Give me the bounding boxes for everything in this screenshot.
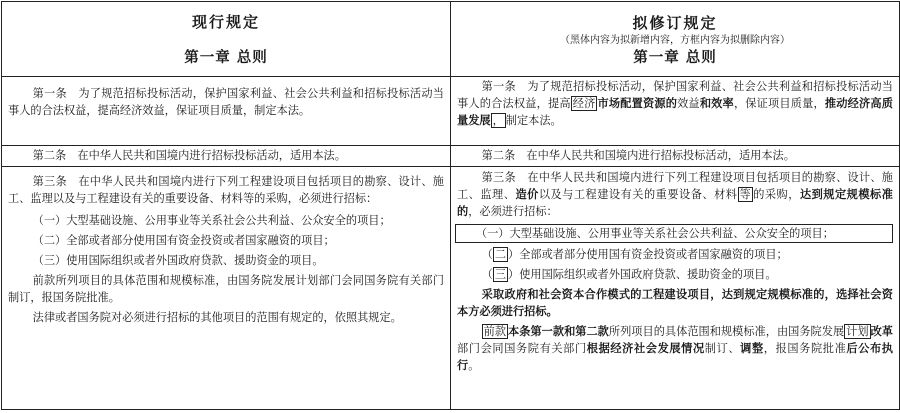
added-text: 本条第一款和第二款 (508, 325, 609, 338)
right-article-3-item-1 (457, 224, 893, 243)
right-header-cell (451, 2, 900, 77)
text-span: 效益 (677, 97, 700, 110)
right-article-2-cell (451, 146, 900, 167)
text-span: 第三条 在中华人民共和国境内进行下列工程建设项目包括项目的勘察、设计、施工、监理、 (457, 171, 893, 201)
text-span: 第一条 为了规范招标投标活动，保护国家利益、社会公共利益和招标投标活动当事人的合法权益，提高 (457, 80, 893, 110)
left-header-cell (2, 2, 451, 77)
right-article-3-cell (451, 167, 900, 410)
added-text: 和效率 (699, 97, 734, 110)
text-span: ）使用国际组织或者外国政府贷款、援助资金的项目。 (508, 268, 777, 281)
left-article-1-cell (2, 77, 451, 146)
deleted-text: 三 (494, 268, 507, 281)
left-header-title: 现行规定 (191, 13, 260, 31)
right-header-note: （黑体内容为拟新增内容，方框内容为拟删除内容） (560, 34, 790, 46)
added-text: 改革 (870, 325, 893, 338)
deleted-text: （一）大型基础设施、公用事业等关系社会公共利益、公众安全的项目； (455, 224, 893, 243)
right-article-3-item-2 (457, 246, 893, 263)
right-article-3-item-3 (457, 266, 893, 283)
right-article-1 (457, 78, 893, 129)
left-article-2-cell (2, 146, 451, 167)
text-span: 。 (468, 359, 480, 372)
right-header-title: 拟修订规定 (632, 13, 718, 32)
text-span: 的采购， (753, 188, 800, 201)
text-span: 以及与工程建设有关的重要设备、材料 (538, 188, 738, 201)
right-article-3-para-2 (457, 323, 893, 374)
left-chapter-title: 第一章 总则 (184, 50, 268, 66)
left-article-3-item-3: （三）使用国际组织或者外国政府贷款、援助资金的项目。 (32, 254, 324, 267)
text-span: 部门会同国务院有关部门 (457, 342, 587, 355)
right-article-3-intro (457, 169, 893, 220)
text-span: 制定本法。 (505, 114, 562, 127)
left-article-3-para-3: 法律或者国务院对必须进行招标的其他项目的范围有规定的，依照其规定。 (32, 311, 402, 324)
text-span: （ (481, 268, 493, 281)
text-span: ，报国务院批准 (763, 342, 847, 355)
text-span: ）全部或者部分使用国有资金投资或者国家融资的项目； (508, 248, 788, 261)
left-article-3-cell (2, 167, 451, 410)
comparison-table (1, 1, 900, 410)
added-text: 根据经济社会发展情况 (586, 342, 705, 355)
right-article-1-cell (451, 77, 900, 146)
header-row (2, 2, 900, 77)
article-2-row (2, 146, 900, 167)
added-text: 采取政府和社会资本合作模式的工程建设项目，达到规定规模标准的，选择社会资本方必须进行招标。 (457, 288, 893, 318)
deleted-text: 等 (739, 188, 752, 201)
deleted-text: ， (492, 114, 504, 127)
added-text: 市场配置资源的 (597, 97, 678, 110)
left-article-3-item-2: （二）全部或者部分使用国有资金投资或者国家融资的项目； (32, 234, 335, 247)
added-text: 造价 (515, 188, 539, 201)
deleted-text: 前款 (483, 325, 507, 338)
left-article-3-item-1: （一）大型基础设施、公用事业等关系社会公共利益、公众安全的项目； (32, 214, 391, 227)
article-3-row (2, 167, 900, 410)
article-1-row (2, 77, 900, 146)
text-span: 制订、 (704, 342, 741, 355)
text-span: ，必须进行招标： (468, 205, 558, 218)
left-article-2: 第二条 在中华人民共和国境内进行招标投标活动，适用本法。 (32, 149, 346, 162)
text-span: （ (481, 248, 493, 261)
text-span: 所列项目的具体范围和规模标准，由国务院发展 (608, 325, 845, 338)
text-span: ，保证项目质量， (733, 97, 825, 110)
deleted-text: 计划 (846, 325, 869, 338)
left-article-3-intro: 第三条 在中华人民共和国境内进行下列工程建设项目包括项目的勘察、设计、施工、监理以及与工程建设有关的重要设备、材料等的采购，必须进行招标： (8, 175, 444, 205)
deleted-text: 经济 (572, 97, 596, 110)
left-article-3-para-2: 前款所列项目的具体范围和规模标准，由国务院发展计划部门会同国务院有关部门制订，报国务院批准。 (8, 274, 444, 304)
added-text: 推动经济高质量发展 (457, 97, 893, 127)
right-chapter-title: 第一章 总则 (633, 49, 717, 66)
right-article-2: 第二条 在中华人民共和国境内进行招标投标活动，适用本法。 (481, 149, 795, 162)
added-text: 后公布执行 (457, 342, 893, 372)
left-article-1: 第一条 为了规范招标投标活动，保护国家利益、社会公共利益和招标投标活动当事人的合法权益，提高经济效益，保证项目质量，制定本法。 (8, 87, 444, 117)
deleted-text: 二 (494, 248, 507, 261)
added-text: 调整 (740, 342, 764, 355)
right-article-3-new-para (457, 286, 893, 320)
added-text: 达到规定规模标准的 (457, 188, 893, 218)
